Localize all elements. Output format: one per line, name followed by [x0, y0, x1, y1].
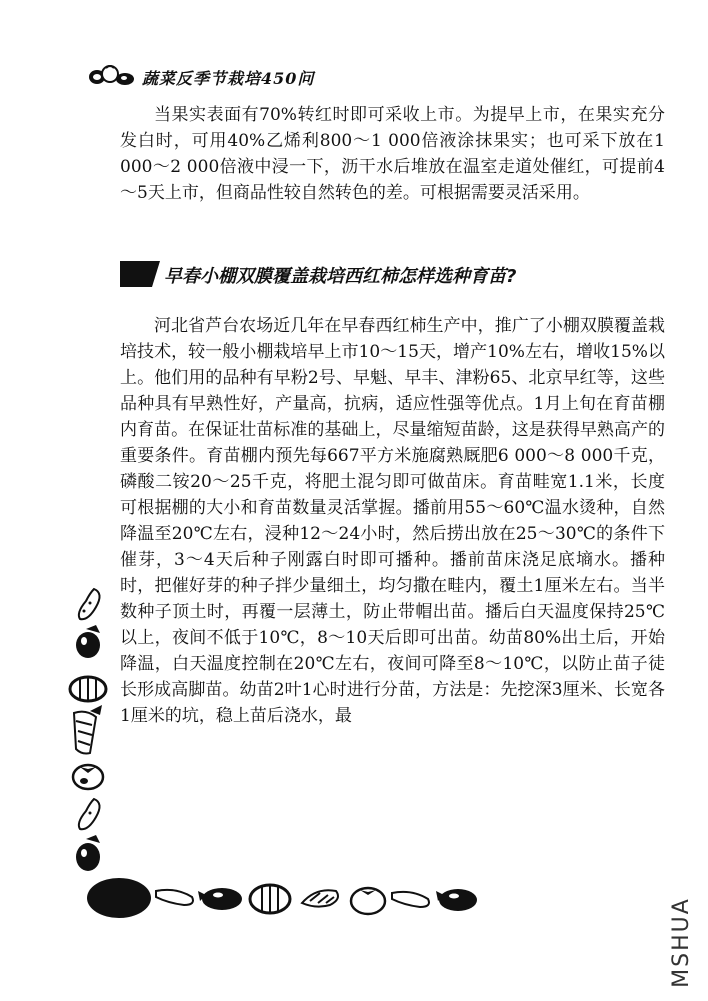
black-oval-icon	[87, 878, 151, 918]
paragraph-1-text: 当果实表面有70%转红时即可采收上市。为提早上市，在果实充分发白时，可用40%乙烯利800～1 000倍液涂抹果实；也可采下放在1 000～2 000倍液中浸一下，沥干水后堆放在温室走道处催红，可提前4～5天上市，但商品性较自然转色的差。可根据需要灵活采用。	[120, 105, 665, 203]
watermark	[660, 892, 708, 1000]
celery-icon	[74, 705, 102, 754]
paragraph-1	[120, 102, 665, 206]
side-vegetable-icons	[66, 585, 114, 875]
eggplant-icon	[76, 625, 100, 658]
eggplant-icon	[436, 889, 477, 911]
eggplant-icon	[198, 888, 242, 910]
cucumber-icon	[79, 799, 100, 829]
header-title: 蔬菜反季节栽培450问	[142, 69, 315, 88]
question-heading	[120, 259, 680, 291]
bottom-vegetable-band	[84, 873, 484, 923]
paragraph-2-text: 河北省芦台农场近几年在早春西红柿生产中，推广了小棚双膜覆盖栽培技术，较一般小棚栽培早上市10～15天，增产10%左右，增收15%以上。他们用的品种有早粉2号、早魁、早丰、津粉65、北京早红等，这些品种具有早熟性好，产量高，抗病，适应性强等优点。1月上旬在育苗棚内育苗。在保证壮苗标准的基础上，尽量缩短苗龄，这是获得早熟高产的重要条件。育苗棚内预先每667平方米施腐熟厩肥6 000～8 000千克，磷酸二铵20～25千克，将肥土混匀即可做苗床。育苗畦宽1.1米，长度可根据棚的大小和育苗数量灵活掌握。播前用55～60℃温水烫种，自然降温至20℃左右，浸种12～24小时，然后捞出放在25～30℃的条件下催芽，3～4天后种子刚露白时即可播种。播前苗床浇足底墒水。播种时，把催好芽的种子拌少量细土，均匀撒在畦内，覆土1厘米左右。当半数种子顶土时，再覆一层薄土，防止带帽出苗。播后白天温度保持25℃以上，夜间不低于10℃，8～10天后即可出苗。幼苗80%出土后，开始降温，白天温度控制在20℃左右，夜间可降至8～10℃，以防止苗子徒长形成高脚苗。幼苗2叶1心时进行分苗，方法是：先挖深3厘米、长宽各1厘米的坑，稳上苗后浇水，最	[120, 316, 665, 726]
vegetable-cluster-icon	[88, 62, 136, 90]
celery-icon	[302, 890, 338, 906]
watermark-text: MSHUA	[668, 897, 694, 988]
pumpkin-icon	[70, 677, 106, 701]
eggplant-icon	[76, 835, 100, 871]
tomato-icon	[73, 765, 103, 789]
tomato-icon	[351, 888, 385, 914]
question-badge-icon	[120, 261, 160, 287]
pumpkin-icon	[250, 885, 290, 913]
cucumber-icon	[79, 589, 100, 619]
question-title: 早春小棚双膜覆盖栽培西红柿怎样选种育苗?	[164, 266, 517, 287]
paragraph-2	[120, 313, 665, 729]
page-header	[88, 58, 488, 92]
cucumber-icon	[392, 892, 429, 907]
cucumber-icon	[156, 890, 193, 905]
